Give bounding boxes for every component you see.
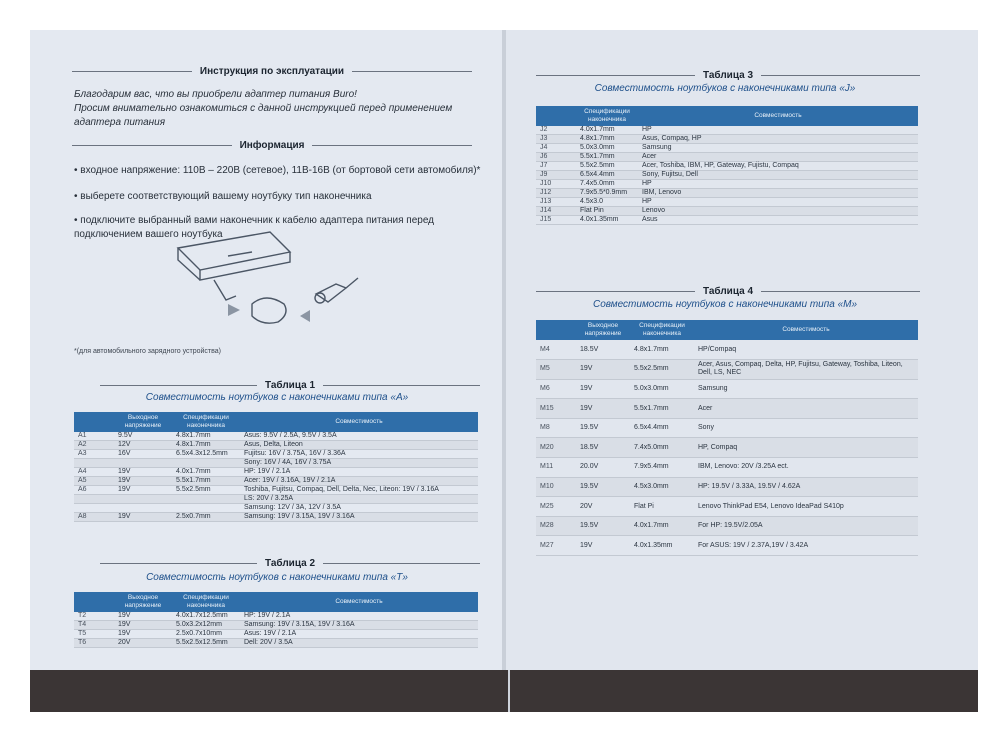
bottom-band xyxy=(30,670,978,712)
model-code-cell: M6 xyxy=(536,379,576,399)
table-cell: 19.5V xyxy=(576,418,630,438)
model-code-cell: M27 xyxy=(536,536,576,556)
table-cell: 7.4x5.0mm xyxy=(630,438,694,458)
table-row xyxy=(74,612,478,621)
table-row xyxy=(74,477,478,486)
table-cell: 6.5x4.4mm xyxy=(630,418,694,438)
table-cell: 6.5x4.4mm xyxy=(576,171,638,180)
table-cell: 4.0x1.7x12.5mm xyxy=(172,612,240,621)
model-code-cell xyxy=(74,459,114,468)
compat-cell: Asus xyxy=(638,216,918,225)
table1-header-row xyxy=(74,412,478,432)
table4-subtitle: Совместимость ноутбуков с наконечниками типа «М» xyxy=(592,299,858,310)
table-cell xyxy=(172,459,240,468)
table-cell: 18.5V xyxy=(576,438,630,458)
model-code-cell: M28 xyxy=(536,516,576,536)
table1-header-compat: Совместимость xyxy=(240,412,478,432)
table-row xyxy=(536,135,918,144)
table-row xyxy=(536,189,918,198)
table-row xyxy=(536,144,918,153)
table-cell: 19V xyxy=(576,536,630,556)
table-row xyxy=(74,630,478,639)
table-cell: 7.4x5.0mm xyxy=(576,180,638,189)
model-code-cell: T5 xyxy=(74,630,114,639)
model-code-cell: J15 xyxy=(536,216,576,225)
compat-cell: Samsung: 19V / 3.15A, 19V / 3.16A xyxy=(240,621,478,630)
table1-title: Таблица 1 xyxy=(264,380,316,391)
table4 xyxy=(536,320,918,556)
table-row xyxy=(536,216,918,225)
table3-heading xyxy=(536,70,920,81)
table-row xyxy=(74,639,478,648)
table-cell: 19V xyxy=(114,612,172,621)
compat-cell: Asus, Delta, Liteon xyxy=(240,441,478,450)
table2 xyxy=(74,592,478,648)
table2-header-compat: Совместимость xyxy=(240,592,478,612)
table3-header-code xyxy=(536,106,576,126)
table3 xyxy=(536,106,918,225)
table-row xyxy=(74,432,478,441)
table3-title: Таблица 3 xyxy=(702,70,754,81)
model-code-cell: J6 xyxy=(536,153,576,162)
compat-cell: Acer, Asus, Compaq, Delta, HP, Fujitsu, Gateway, Toshiba, Liteon, Dell, LS, NEC xyxy=(694,360,918,380)
compat-cell: HP xyxy=(638,126,918,135)
table-cell: 19V xyxy=(576,360,630,380)
model-code-cell: J9 xyxy=(536,171,576,180)
table-row xyxy=(536,207,918,216)
compat-cell: Samsung: 19V / 3.15A, 19V / 3.16A xyxy=(240,513,478,522)
table-cell: 19V xyxy=(114,477,172,486)
compat-cell: IBM, Lenovo: 20V /3.25A ect. xyxy=(694,458,918,478)
compat-cell: HP/Compaq xyxy=(694,340,918,360)
compat-cell: Samsung: 12V / 3A, 12V / 3.5A xyxy=(240,504,478,513)
table-cell: 2.5x0.7x10mm xyxy=(172,630,240,639)
table-row xyxy=(74,468,478,477)
compat-cell: Acer xyxy=(694,399,918,419)
compat-cell: IBM, Lenovo xyxy=(638,189,918,198)
model-code-cell: J7 xyxy=(536,162,576,171)
table-row xyxy=(536,536,918,556)
table-cell xyxy=(114,495,172,504)
table-cell: 12V xyxy=(114,441,172,450)
table-cell: 2.5x0.7mm xyxy=(172,513,240,522)
table-cell: 19.5V xyxy=(576,516,630,536)
table-cell: 4.8x1.7mm xyxy=(576,135,638,144)
table1 xyxy=(74,412,478,522)
table-cell: 9.5V xyxy=(114,432,172,441)
table-row xyxy=(536,516,918,536)
compat-cell: Samsung xyxy=(638,144,918,153)
table-cell xyxy=(172,495,240,504)
compat-cell: HP: 19V / 2.1A xyxy=(240,612,478,621)
table1-header-code xyxy=(74,412,114,432)
compat-cell: Asus: 19V / 2.1A xyxy=(240,630,478,639)
compat-cell: Asus, Compaq, HP xyxy=(638,135,918,144)
table3-subtitle: Совместимость ноутбуков с наконечниками типа «J» xyxy=(594,83,856,94)
table-cell: 19V xyxy=(114,486,172,495)
table-cell xyxy=(114,459,172,468)
table-cell: 5.5x1.7mm xyxy=(576,153,638,162)
model-code-cell: A2 xyxy=(74,441,114,450)
table-cell: 5.5x1.7mm xyxy=(172,477,240,486)
table-cell: 7.9x5.5*0.9mm xyxy=(576,189,638,198)
footnote: *(для автомобильного зарядного устройства) xyxy=(74,348,221,355)
model-code-cell: A3 xyxy=(74,450,114,459)
compat-cell: Lenovo ThinkPad E54, Lenovo IdeaPad S410p xyxy=(694,497,918,517)
table-row xyxy=(536,126,918,135)
table-row xyxy=(536,458,918,478)
table-cell: 19.5V xyxy=(576,477,630,497)
compat-cell: Fujitsu: 16V / 3.75A, 16V / 3.36A xyxy=(240,450,478,459)
model-code-cell: M5 xyxy=(536,360,576,380)
compat-cell: LS: 20V / 3.25A xyxy=(240,495,478,504)
table1-subtitle: Совместимость ноутбуков с наконечниками типа «А» xyxy=(145,392,409,403)
model-code-cell: T6 xyxy=(74,639,114,648)
table-row xyxy=(74,513,478,522)
table-cell: 16V xyxy=(114,450,172,459)
laptop-connector-illustration xyxy=(140,218,360,328)
table-cell: 4.8x1.7mm xyxy=(172,441,240,450)
table-cell: 19V xyxy=(576,379,630,399)
model-code-cell: M8 xyxy=(536,418,576,438)
model-code-cell: T4 xyxy=(74,621,114,630)
table-row xyxy=(536,399,918,419)
compat-cell: HP, Compaq xyxy=(694,438,918,458)
compat-cell: Lenovo xyxy=(638,207,918,216)
table-cell: 4.0x1.35mm xyxy=(630,536,694,556)
table-row xyxy=(536,497,918,517)
table4-title: Таблица 4 xyxy=(702,286,754,297)
table1-body xyxy=(74,432,478,522)
compat-cell: Samsung xyxy=(694,379,918,399)
table-row xyxy=(536,477,918,497)
compat-cell: Dell: 20V / 3.5A xyxy=(240,639,478,648)
table-cell: 19V xyxy=(114,630,172,639)
table-row xyxy=(74,495,478,504)
model-code-cell: M11 xyxy=(536,458,576,478)
table-cell: Flat Pin xyxy=(576,207,638,216)
model-code-cell: J12 xyxy=(536,189,576,198)
band-seam xyxy=(508,670,510,712)
table1-heading xyxy=(100,380,480,391)
table-cell: 19V xyxy=(114,468,172,477)
model-code-cell: M25 xyxy=(536,497,576,517)
model-code-cell: A4 xyxy=(74,468,114,477)
model-code-cell: J3 xyxy=(536,135,576,144)
table-row xyxy=(536,360,918,380)
table-cell: 4.8x1.7mm xyxy=(630,340,694,360)
table-cell: 5.0x3.2x12mm xyxy=(172,621,240,630)
table4-body xyxy=(536,340,918,556)
intro-text xyxy=(74,88,474,130)
model-code-cell: A5 xyxy=(74,477,114,486)
table-row xyxy=(536,418,918,438)
table-cell: 5.0x3.0mm xyxy=(576,144,638,153)
model-code-cell: M15 xyxy=(536,399,576,419)
table2-header-spec: Спецификации наконечника xyxy=(172,592,240,612)
table-row xyxy=(536,379,918,399)
table3-header-compat: Совместимость xyxy=(638,106,918,126)
model-code-cell: J14 xyxy=(536,207,576,216)
model-code-cell: J2 xyxy=(536,126,576,135)
table-cell: 4.0x1.35mm xyxy=(576,216,638,225)
compat-cell: Sony xyxy=(694,418,918,438)
table1-header-spec: Спецификации наконечника xyxy=(172,412,240,432)
instructions-title: Инструкция по эксплуатации xyxy=(199,66,345,77)
table-cell: 19V xyxy=(114,621,172,630)
intro-line: адаптера питания xyxy=(74,117,166,128)
table-cell: 19V xyxy=(576,399,630,419)
model-code-cell: A1 xyxy=(74,432,114,441)
table-cell xyxy=(114,504,172,513)
table4-header-code xyxy=(536,320,576,340)
info-heading xyxy=(72,140,472,151)
table2-header-voltage: Выходное напряжение xyxy=(114,592,172,612)
compat-cell: For ASUS: 19V / 2.37A,19V / 3.42A xyxy=(694,536,918,556)
table-row xyxy=(536,171,918,180)
compat-cell: Toshiba, Fujitsu, Compaq, Dell, Delta, Nec, Liteon: 19V / 3.16A xyxy=(240,486,478,495)
table-row xyxy=(74,486,478,495)
bullet-connect-tip: • подключите выбранный вами наконечник к кабелю адаптера питания перед подключением вашего ноутбука xyxy=(74,215,434,240)
table2-header-code xyxy=(74,592,114,612)
compat-cell: HP: 19.5V / 3.33A, 19.5V / 4.62A xyxy=(694,477,918,497)
table-row xyxy=(74,441,478,450)
model-code-cell xyxy=(74,504,114,513)
intro-line: Просим внимательно ознакомиться с данной инструкцией перед применением xyxy=(74,103,453,114)
table-cell: 7.9x5.4mm xyxy=(630,458,694,478)
table-cell: 20V xyxy=(576,497,630,517)
table-row xyxy=(536,162,918,171)
table-row xyxy=(74,504,478,513)
table-cell: 4.0x1.7mm xyxy=(630,516,694,536)
model-code-cell xyxy=(74,495,114,504)
table4-header-voltage: Выходное напряжение xyxy=(576,320,630,340)
table-row xyxy=(74,450,478,459)
table2-body xyxy=(74,612,478,648)
model-code-cell: J10 xyxy=(536,180,576,189)
table-cell: 4.5x3.0mm xyxy=(630,477,694,497)
compat-cell: Sony: 16V / 4A, 16V / 3.75A xyxy=(240,459,478,468)
table-cell: 5.5x2.5mm xyxy=(576,162,638,171)
table4-heading xyxy=(536,286,920,297)
table2-title: Таблица 2 xyxy=(264,558,316,569)
table-cell: 5.5x2.5x12.5mm xyxy=(172,639,240,648)
table2-header-row xyxy=(74,592,478,612)
compat-cell: HP xyxy=(638,198,918,207)
info-title: Информация xyxy=(239,140,305,151)
table4-header-spec: Спецификации наконечника xyxy=(630,320,694,340)
table-cell: 20V xyxy=(114,639,172,648)
intro-line: Благодарим вас, что вы приобрели адаптер питания Buro! xyxy=(74,89,357,100)
compat-cell: Acer xyxy=(638,153,918,162)
table-cell: 4.8x1.7mm xyxy=(172,432,240,441)
compat-cell: HP: 19V / 2.1A xyxy=(240,468,478,477)
compat-cell: HP xyxy=(638,180,918,189)
table-cell: 5.5x2.5mm xyxy=(630,360,694,380)
table-row xyxy=(536,198,918,207)
compat-cell: For HP: 19.5V/2.05A xyxy=(694,516,918,536)
compat-cell: Sony, Fujitsu, Dell xyxy=(638,171,918,180)
table-cell: 5.5x1.7mm xyxy=(630,399,694,419)
model-code-cell: M4 xyxy=(536,340,576,360)
table4-header-compat: Совместимость xyxy=(694,320,918,340)
table-cell xyxy=(172,504,240,513)
table2-subtitle: Совместимость ноутбуков с наконечниками типа «Т» xyxy=(146,572,408,583)
compat-cell: Acer: 19V / 3.16A, 19V / 2.1A xyxy=(240,477,478,486)
model-code-cell: T2 xyxy=(74,612,114,621)
bullet-voltage: • входное напряжение: 110В – 220В (сетевое), 11В-16В (от бортовой сети автомобиля)* xyxy=(74,165,481,176)
table2-heading xyxy=(100,558,480,569)
table-row xyxy=(74,459,478,468)
table-row xyxy=(74,621,478,630)
table-cell: 20.0V xyxy=(576,458,630,478)
table-cell: 4.0x1.7mm xyxy=(172,468,240,477)
table3-header-spec: Спецификации наконечника xyxy=(576,106,638,126)
table1-header-voltage: Выходное напряжение xyxy=(114,412,172,432)
table-row xyxy=(536,180,918,189)
model-code-cell: J4 xyxy=(536,144,576,153)
compat-cell: Acer, Toshiba, IBM, HP, Gateway, Fujistu, Compaq xyxy=(638,162,918,171)
table-cell: Flat Pi xyxy=(630,497,694,517)
model-code-cell: M10 xyxy=(536,477,576,497)
table-cell: 5.5x2.5mm xyxy=(172,486,240,495)
table-cell: 4.5x3.0 xyxy=(576,198,638,207)
table4-header-row xyxy=(536,320,918,340)
bullet-select-tip: • выберете соответствующий вашему ноутбуку тип наконечника xyxy=(74,191,372,202)
model-code-cell: A6 xyxy=(74,486,114,495)
model-code-cell: A8 xyxy=(74,513,114,522)
instructions-heading xyxy=(72,66,472,77)
table-cell: 4.0x1.7mm xyxy=(576,126,638,135)
table-cell: 5.0x3.0mm xyxy=(630,379,694,399)
table-row xyxy=(536,438,918,458)
table-cell: 18.5V xyxy=(576,340,630,360)
table-cell: 6.5x4.3x12.5mm xyxy=(172,450,240,459)
model-code-cell: J13 xyxy=(536,198,576,207)
compat-cell: Asus: 9.5V / 2.5A, 9.5V / 3.5A xyxy=(240,432,478,441)
table3-header-row xyxy=(536,106,918,126)
table3-body xyxy=(536,126,918,225)
table-cell: 19V xyxy=(114,513,172,522)
table-row xyxy=(536,153,918,162)
table-row xyxy=(536,340,918,360)
model-code-cell: M20 xyxy=(536,438,576,458)
